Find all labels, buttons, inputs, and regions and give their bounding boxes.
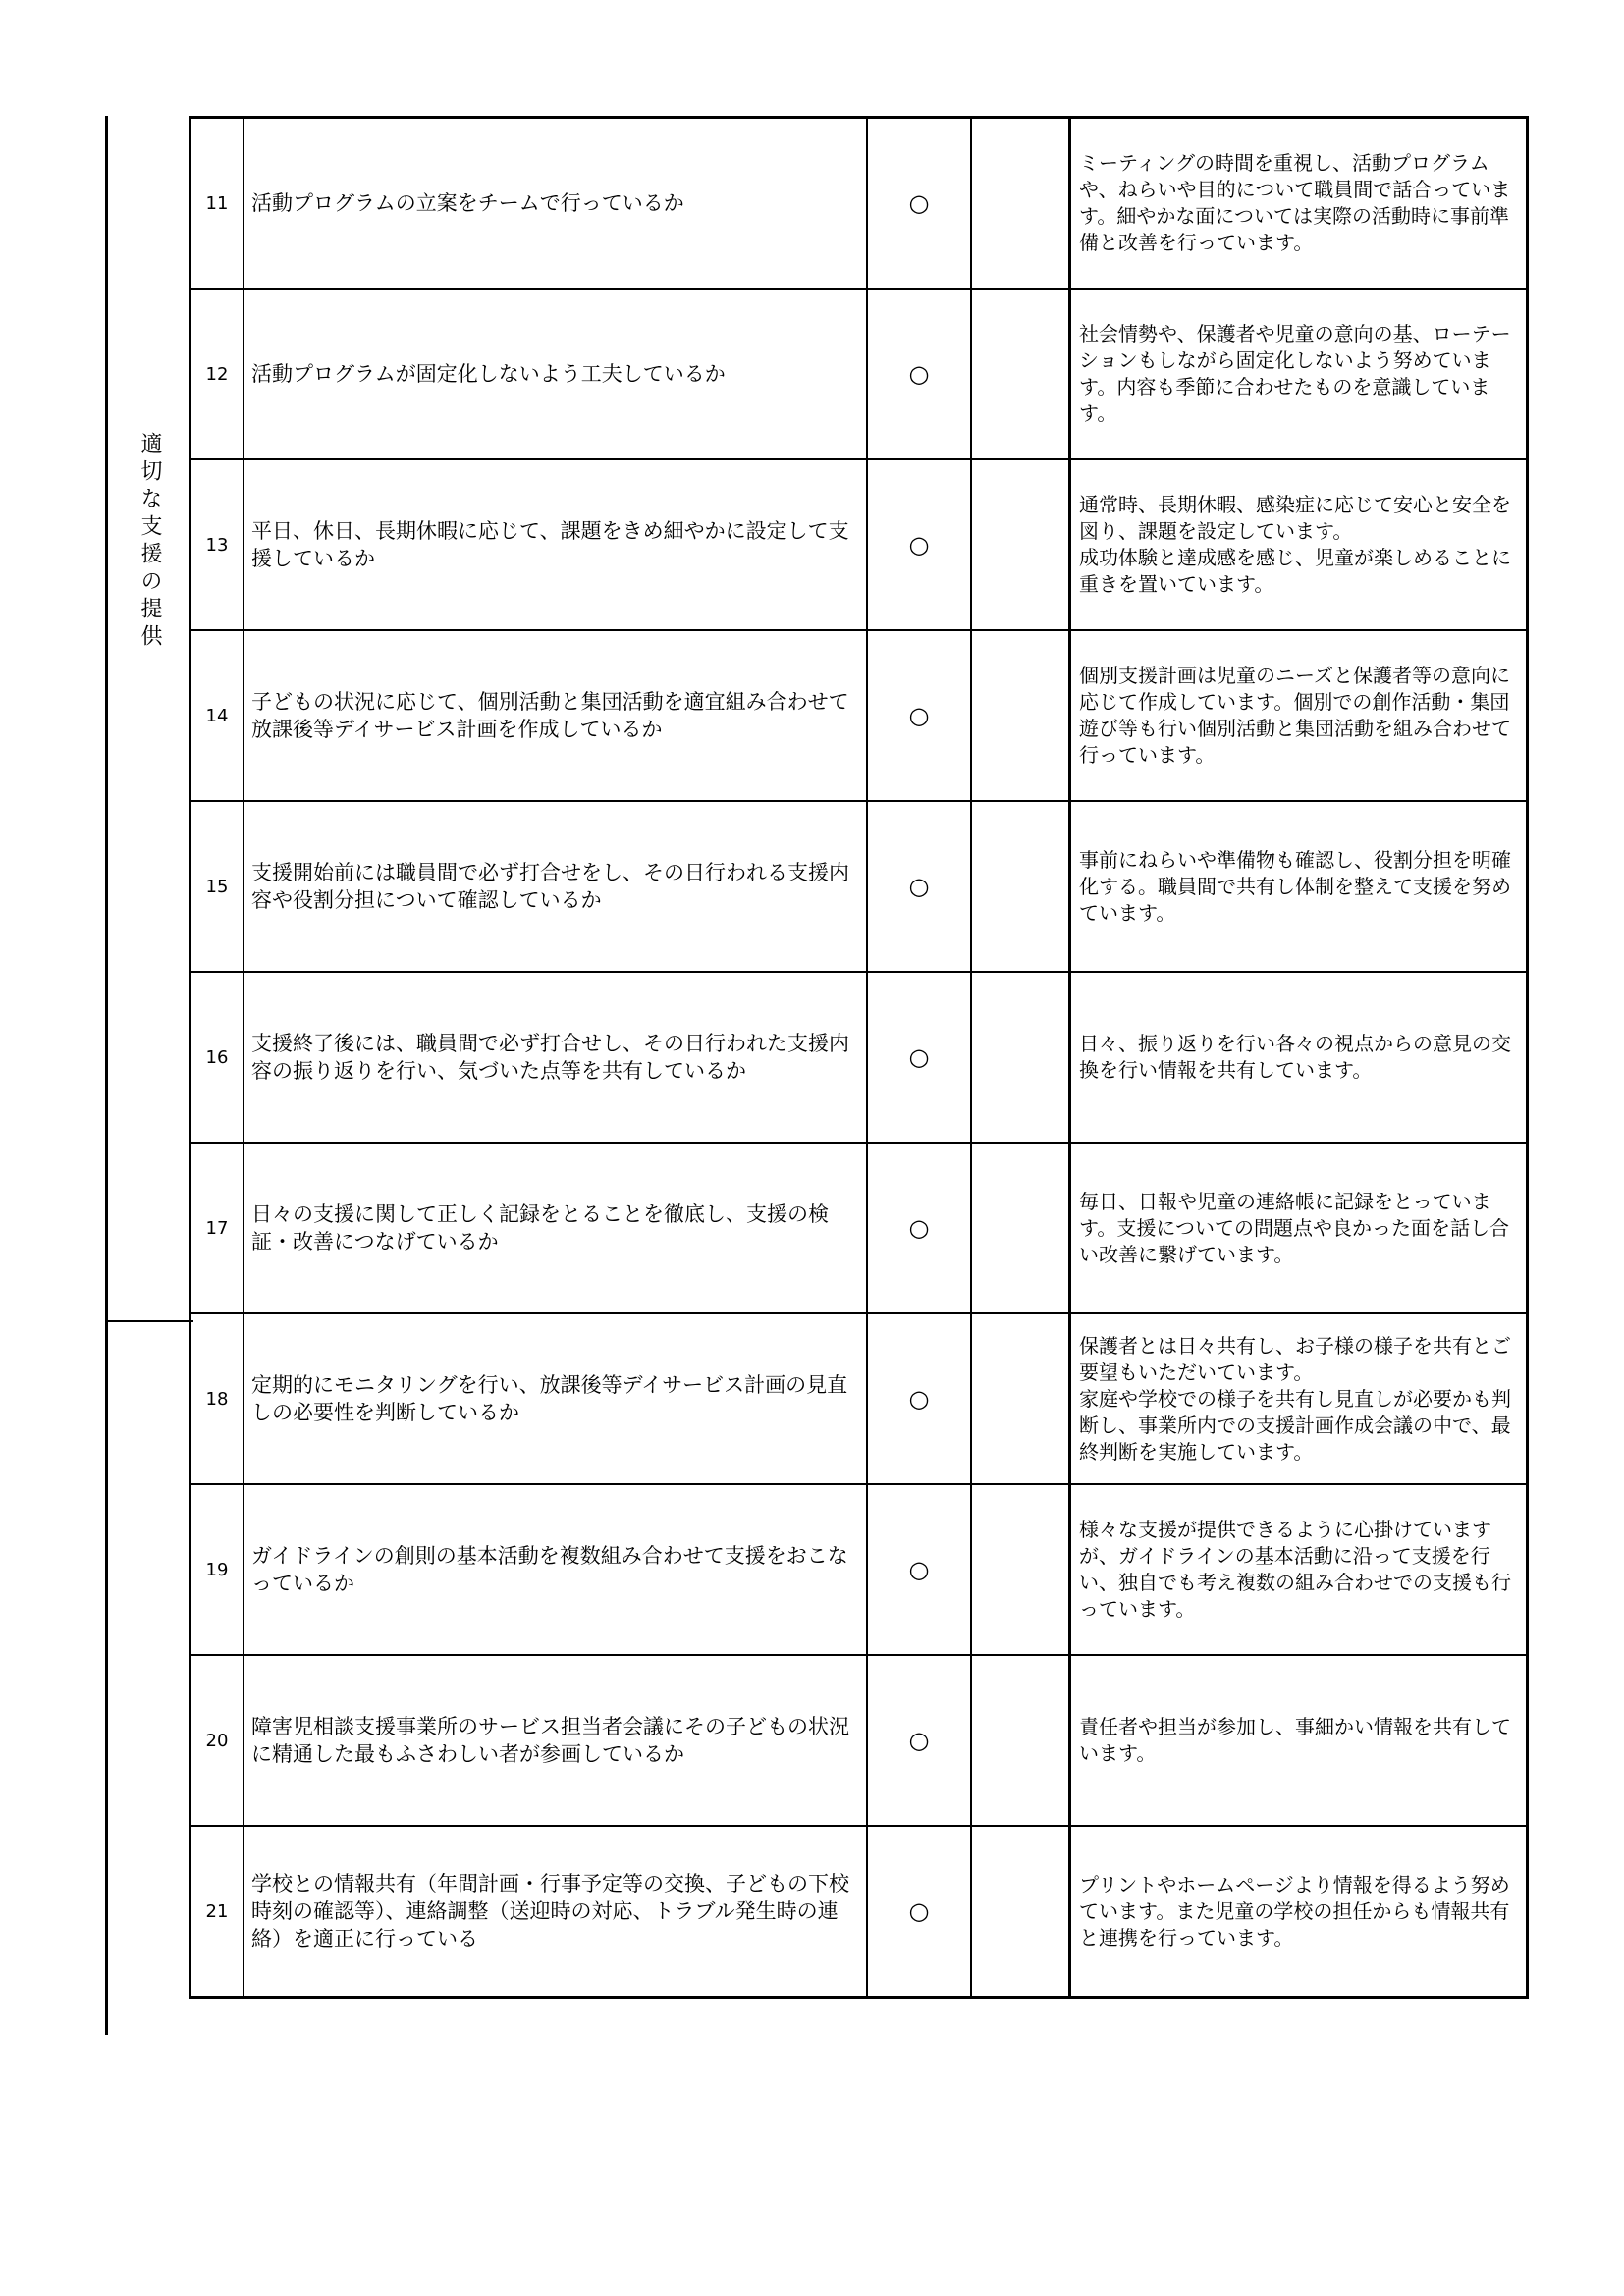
table-row	[190, 801, 1528, 972]
table-row	[190, 1655, 1528, 1826]
yes-mark: ○	[867, 118, 971, 290]
improvement-note: 毎日、日報や児童の連絡帳に記録をとっています。支援についての問題点や良かった面を話し合い改善に繋げています。	[1070, 1143, 1528, 1313]
item-text: ガイドラインの創則の基本活動を複数組み合わせて支援をおこなっているか	[244, 1484, 868, 1655]
yes-mark: ○	[867, 1655, 971, 1826]
category-border-line	[105, 116, 108, 2035]
improvement-note: 事前にねらいや準備物も確認し、役割分担を明確化する。職員間で共有し体制を整えて支援を努めています。	[1070, 801, 1528, 972]
improvement-note: 様々な支援が提供できるように心掛けていますが、ガイドラインの基本活動に沿って支援を行い、独自でも考え複数の組み合わせでの支援も行っています。	[1070, 1484, 1528, 1655]
no-mark-cell	[971, 801, 1070, 972]
item-text: 活動プログラムの立案をチームで行っているか	[244, 118, 868, 290]
improvement-note: プリントやホームページより情報を得るよう努めています。また児童の学校の担任からも情報共有と連携を行っています。	[1070, 1826, 1528, 1998]
item-text: 支援開始前には職員間で必ず打合せをし、その日行われる支援内容や役割分担について確認しているか	[244, 801, 868, 972]
no-mark-cell	[971, 630, 1070, 801]
no-mark-cell	[971, 1313, 1070, 1484]
item-text: 平日、休日、長期休暇に応じて、課題をきめ細やかに設定して支援しているか	[244, 459, 868, 630]
item-text: 日々の支援に関して正しく記録をとることを徹底し、支援の検証・改善につなげているか	[244, 1143, 868, 1313]
item-number: 19	[190, 1484, 244, 1655]
improvement-note: 社会情勢や、保護者や児童の意向の基、ローテーションもしながら固定化しないよう努めています。内容も季節に合わせたものを意識しています。	[1070, 289, 1528, 459]
improvement-note: 責任者や担当が参加し、事細かい情報を共有しています。	[1070, 1655, 1528, 1826]
item-number: 12	[190, 289, 244, 459]
yes-mark: ○	[867, 289, 971, 459]
yes-mark: ○	[867, 801, 971, 972]
item-number: 14	[190, 630, 244, 801]
item-number: 20	[190, 1655, 244, 1826]
improvement-note: ミーティングの時間を重視し、活動プログラムや、ねらいや目的について職員間で話合っています。細やかな面については実際の活動時に事前準備と改善を行っています。	[1070, 118, 1528, 290]
no-mark-cell	[971, 1484, 1070, 1655]
no-mark-cell	[971, 459, 1070, 630]
table-row	[190, 1313, 1528, 1484]
improvement-note: 個別支援計画は児童のニーズと保護者等の意向に応じて作成しています。個別での創作活動・集団遊び等も行い個別活動と集団活動を組み合わせて行っています。	[1070, 630, 1528, 801]
no-mark-cell	[971, 289, 1070, 459]
category-label: 適切な支援の提供	[137, 432, 162, 652]
item-text: 学校との情報共有（年間計画・行事予定等の交換、子どもの下校時刻の確認等）、連絡調整（送迎時の対応、トラブル発生時の連絡）を適正に行っている	[244, 1826, 868, 1998]
evaluation-table	[189, 116, 1529, 1999]
yes-mark: ○	[867, 1313, 971, 1484]
improvement-note: 日々、振り返りを行い各々の視点からの意見の交換を行い情報を共有しています。	[1070, 972, 1528, 1143]
item-number: 18	[190, 1313, 244, 1484]
table-row	[190, 289, 1528, 459]
item-number: 17	[190, 1143, 244, 1313]
item-text: 子どもの状況に応じて、個別活動と集団活動を適宜組み合わせて放課後等デイサービス計画を作成しているか	[244, 630, 868, 801]
item-text: 障害児相談支援事業所のサービス担当者会議にその子どもの状況に精通した最もふさわしい者が参画しているか	[244, 1655, 868, 1826]
yes-mark: ○	[867, 630, 971, 801]
improvement-note: 保護者とは日々共有し、お子様の様子を共有とご要望もいただいています。 家庭や学校での様子を共有し見直しが必要かも判断し、事業所内での支援計画作成会議の中で、最終判断を実施しています。	[1070, 1313, 1528, 1484]
no-mark-cell	[971, 972, 1070, 1143]
table-row	[190, 118, 1528, 290]
table-row	[190, 1143, 1528, 1313]
table-row	[190, 1826, 1528, 1998]
item-number: 21	[190, 1826, 244, 1998]
category-separator	[105, 1320, 193, 1322]
no-mark-cell	[971, 1826, 1070, 1998]
yes-mark: ○	[867, 1826, 971, 1998]
no-mark-cell	[971, 118, 1070, 290]
no-mark-cell	[971, 1655, 1070, 1826]
item-text: 活動プログラムが固定化しないよう工夫しているか	[244, 289, 868, 459]
item-number: 11	[190, 118, 244, 290]
yes-mark: ○	[867, 972, 971, 1143]
no-mark-cell	[971, 1143, 1070, 1313]
item-number: 13	[190, 459, 244, 630]
table-row	[190, 1484, 1528, 1655]
yes-mark: ○	[867, 1143, 971, 1313]
item-text: 支援終了後には、職員間で必ず打合せし、その日行われた支援内容の振り返りを行い、気づいた点等を共有しているか	[244, 972, 868, 1143]
item-text: 定期的にモニタリングを行い、放課後等デイサービス計画の見直しの必要性を判断しているか	[244, 1313, 868, 1484]
yes-mark: ○	[867, 459, 971, 630]
improvement-note: 通常時、長期休暇、感染症に応じて安心と安全を図り、課題を設定しています。 成功体験と達成感を感じ、児童が楽しめることに重きを置いています。	[1070, 459, 1528, 630]
item-number: 16	[190, 972, 244, 1143]
table-row	[190, 630, 1528, 801]
table-row	[190, 972, 1528, 1143]
item-number: 15	[190, 801, 244, 972]
yes-mark: ○	[867, 1484, 971, 1655]
table-row	[190, 459, 1528, 630]
